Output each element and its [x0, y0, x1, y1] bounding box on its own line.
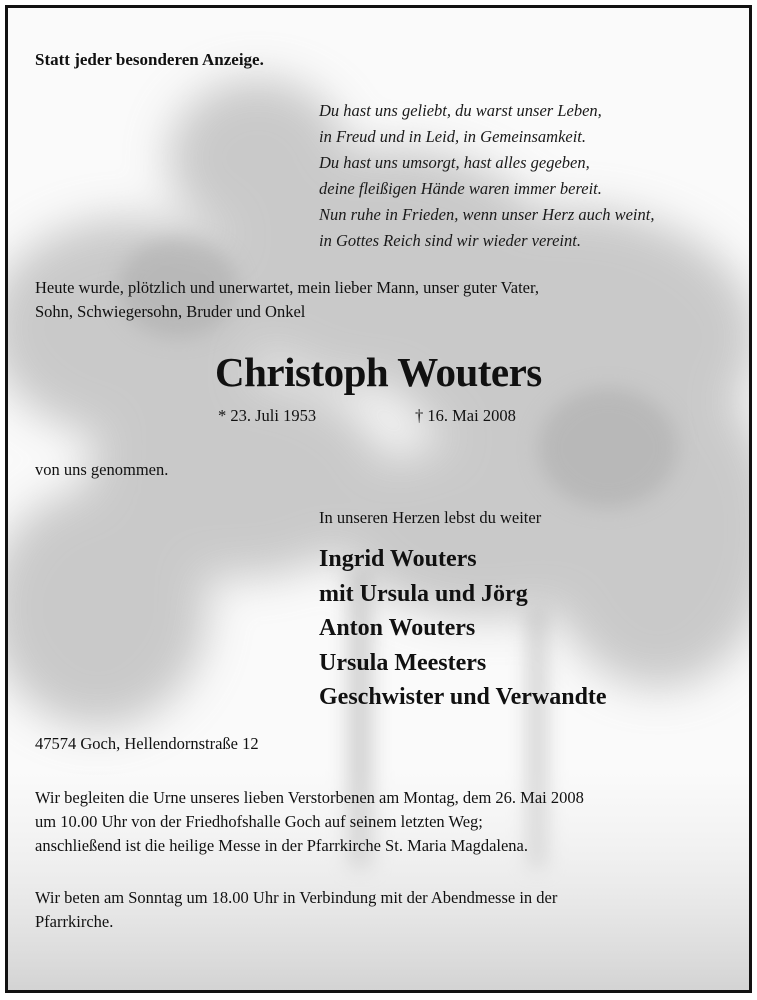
deceased-name: Christoph Wouters: [215, 349, 542, 395]
poem-line: in Freud und in Leid, in Gemeinsamkeit.: [319, 127, 587, 146]
poem-line: Du hast uns geliebt, du warst unser Leben,: [319, 101, 602, 120]
mourner-name: Anton Wouters: [319, 615, 476, 641]
mourner-name: Ingrid Wouters: [319, 546, 477, 572]
mass-paragraph: [35, 886, 557, 934]
funeral-line: um 10.00 Uhr von der Friedhofshalle Goch auf seinem letzten Weg;: [35, 812, 483, 831]
mass-line: Pfarrkirche.: [35, 912, 114, 931]
mourner-name: Ursula Meesters: [319, 649, 487, 676]
mourner-name: Geschwister und Verwandte: [319, 684, 607, 710]
poem-line: Nun ruhe in Frieden, wenn unser Herz auch weint,: [319, 205, 655, 224]
birth-date: * 23. Juli 1953: [218, 406, 317, 425]
mourner-name: mit Ursula und Jörg: [319, 580, 528, 607]
poem: [319, 98, 654, 254]
funeral-line: Wir begleiten die Urne unseres lieben Verstorbenen am Montag, dem 26. Mai 2008: [35, 788, 584, 807]
death-date: † 16. Mai 2008: [415, 406, 516, 425]
intro-line: Sohn, Schwiegersohn, Bruder und Onkel: [35, 302, 306, 321]
mass-line: Wir beten am Sonntag um 18.00 Uhr in Verbindung mit der Abendmesse in der: [35, 888, 558, 907]
poem-line: Du hast uns umsorgt, hast alles gegeben,: [319, 153, 590, 172]
taken-text: von uns genommen.: [35, 460, 169, 479]
mourners-list: [319, 542, 607, 715]
header-text: Statt jeder besonderen Anzeige.: [35, 50, 264, 69]
intro-line: Heute wurde, plötzlich und unerwartet, mein lieber Mann, unser guter Vater,: [35, 278, 539, 297]
funeral-line: anschließend ist die heilige Messe in der Pfarrkirche St. Maria Magdalena.: [35, 836, 529, 855]
hearts-text: In unseren Herzen lebst du weiter: [319, 508, 542, 527]
obituary-notice: [5, 5, 752, 993]
poem-line: deine fleißigen Hände waren immer bereit.: [319, 179, 602, 198]
intro-paragraph: [35, 276, 539, 324]
funeral-paragraph: [35, 786, 584, 858]
poem-line: in Gottes Reich sind wir wieder vereint.: [319, 231, 581, 250]
address: 47574 Goch, Hellendornstraße 12: [35, 734, 259, 753]
